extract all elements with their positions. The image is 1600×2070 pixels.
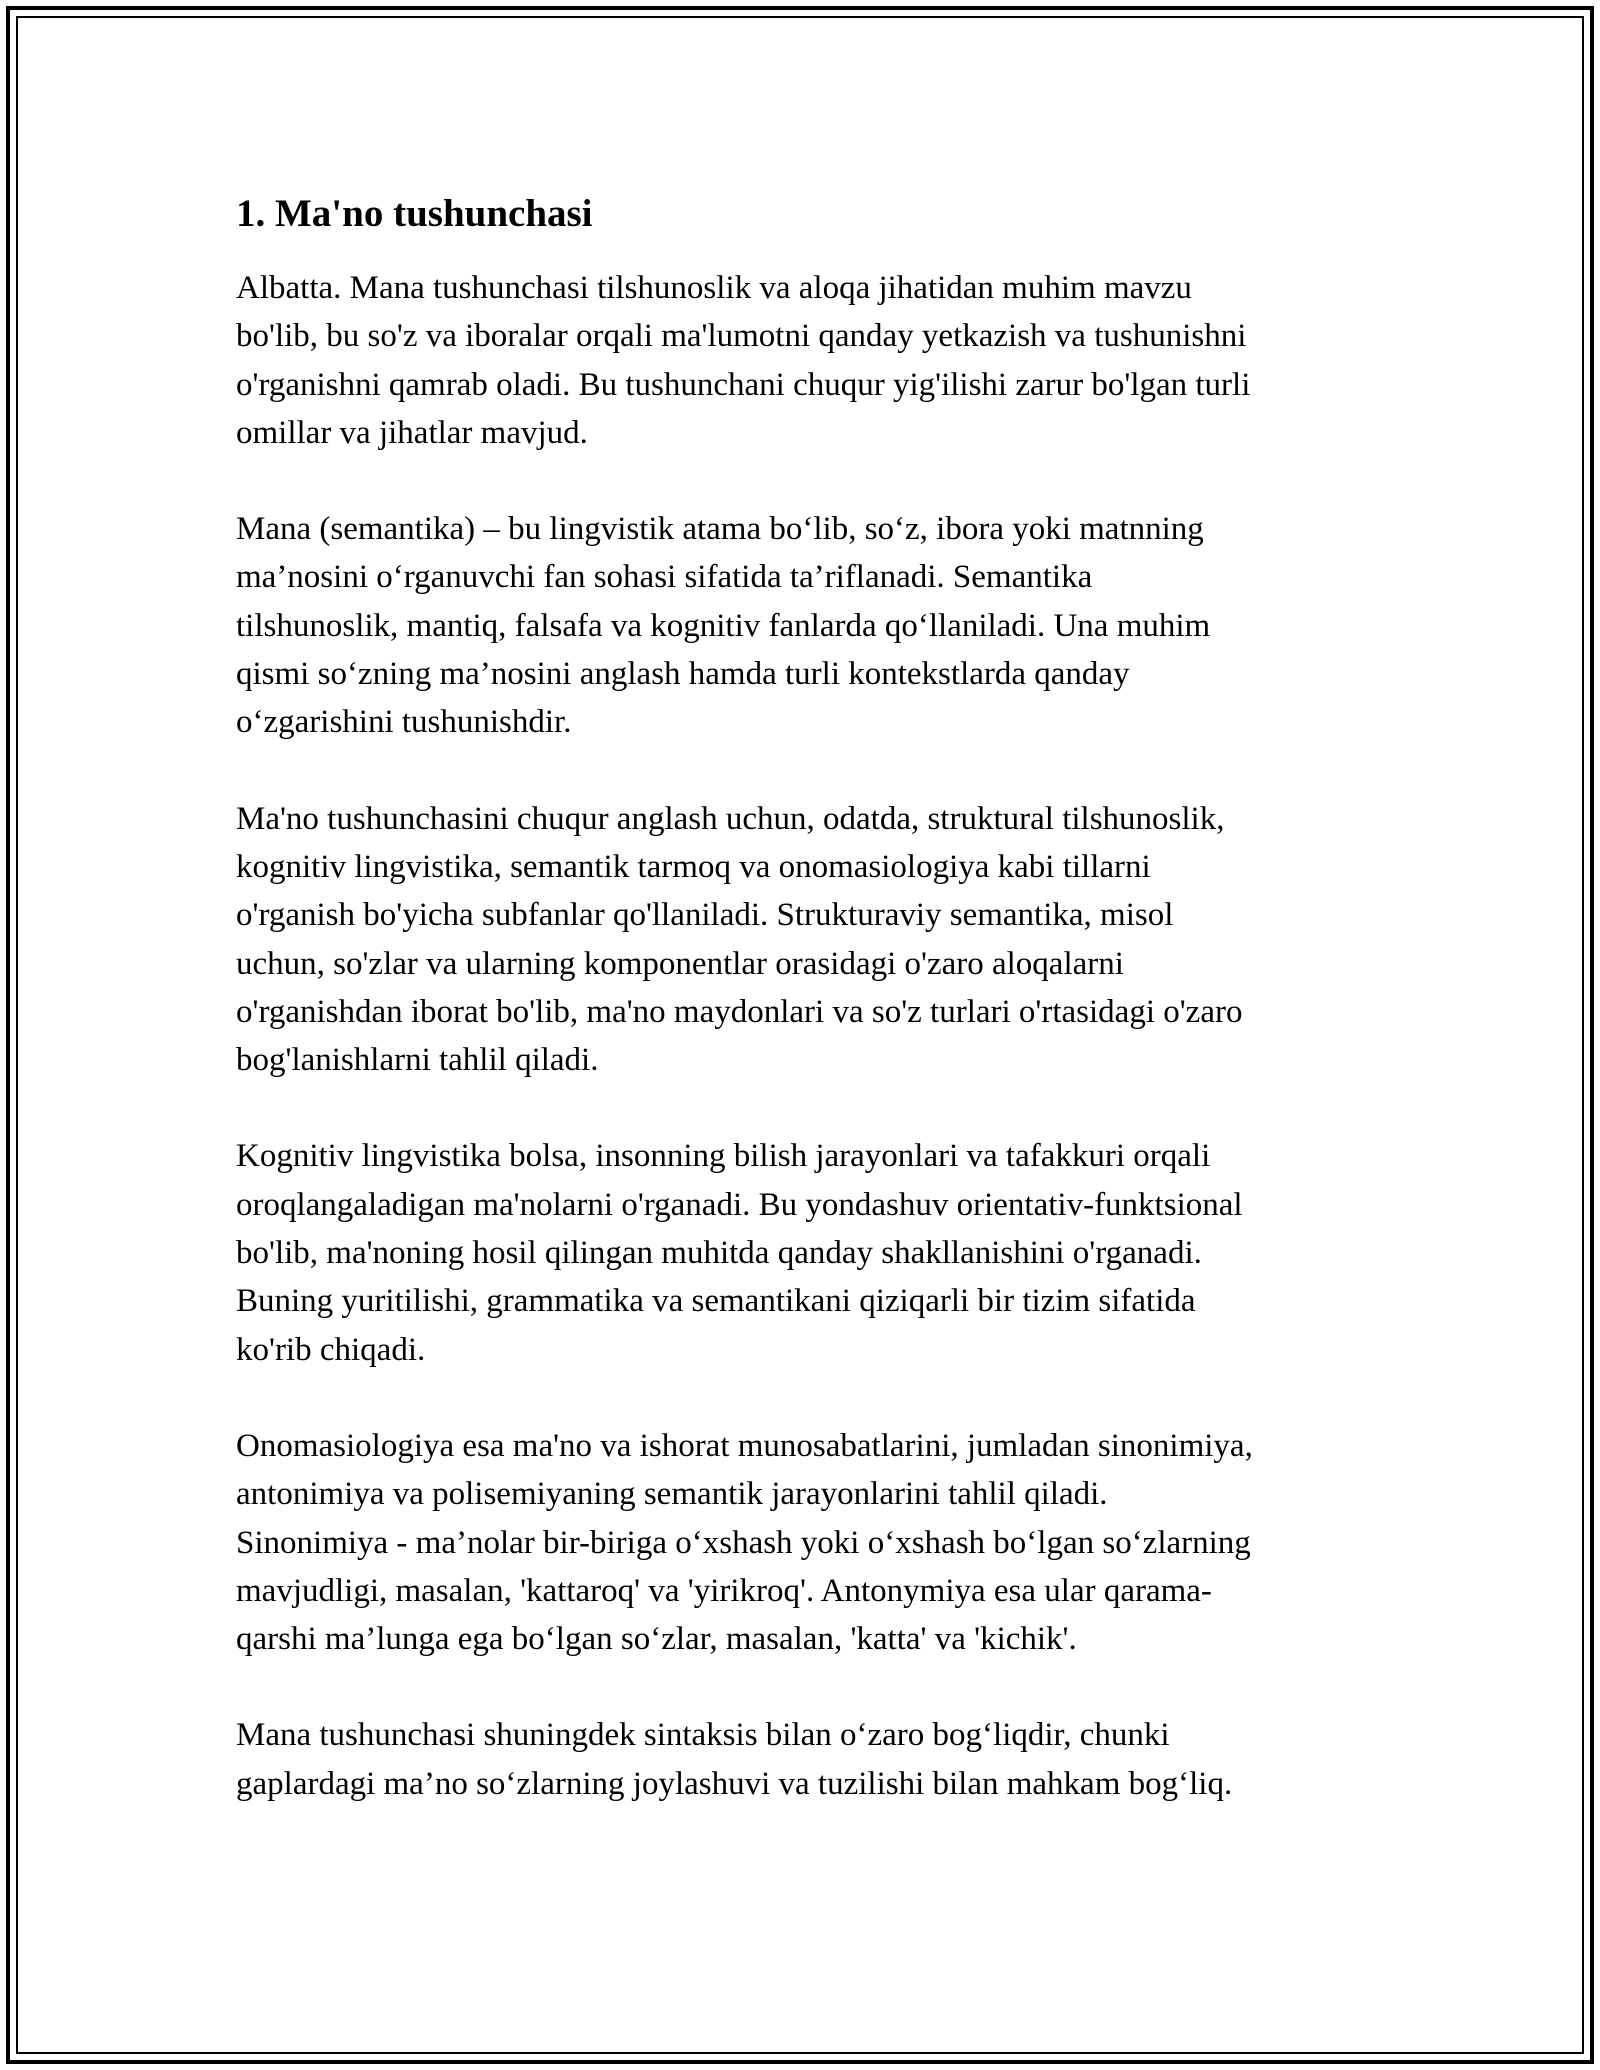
paragraph-6: Mana tushunchasi shuningdek sintaksis bilan o‘zaro bog‘liqdir, chunki gaplardagi ma’no so‘zlarning joylashuvi va tuzilishi bilan mahkam bog‘liq. bbox=[236, 1717, 1233, 1802]
paragraph-4: Kognitiv lingvistika bolsa, insonning bilish jarayonlari va tafakkuri orqali oroqlangaladigan ma'nolarni o'rganadi. Bu yondashuv orientativ-funktsional bo'lib, ma'noning hosil qilingan muhitda qanday shakllanishini o'rganadi. Buning yuritilishi, grammatika va semantikani qiziqarli bir tizim sifatida ko'rib chiqadi. bbox=[236, 1138, 1243, 1368]
paragraph-1: Albatta. Mana tushunchasi tilshunoslik va aloqa jihatidan muhim mavzu bo'lib, bu so'z va iboralar orqali ma'lumotni qanday yetkazish va tushunishni o'rganishni qamrab oladi. Bu tushunchani chuqur yig'ilishi zarur bo'lgan turli omillar va jihatlar mavjud. bbox=[236, 270, 1251, 451]
paragraph-3: Ma'no tushunchasini chuqur anglash uchun, odatda, struktural tilshunoslik, kognitiv lingvistika, semantik tarmoq va onomasiologiya kabi tillarni o'rganish bo'yicha subfanlar qo'llaniladi. Strukturaviy semantika, misol uchun, so'zlar va ularning komponentlar orasidagi o'zaro aloqalarni o'rganishdan iborat bo'lib, ma'no maydonlari va so'z turlari o'rtasidagi o'zaro bog'lanishlarni tahlil qiladi. bbox=[236, 800, 1243, 1079]
section-title: 1. Ma'no tushunchasi bbox=[236, 192, 593, 235]
document-body bbox=[236, 190, 1376, 1856]
paragraph-5: Onomasiologiya esa ma'no va ishorat munosabatlarini, jumladan sinonimiya, antonimiya va polisemiyaning semantik jarayonlarini tahlil qiladi. Sinonimiya - ma’nolar bir-biriga o‘xshash yoki o‘xshash bo‘lgan so‘zlarning mavjudligi, masalan, 'kattaroq' va 'yirikroq'. Antonymiya esa ular qarama- qarshi ma’lunga ega bo‘lgan so‘zlar, masalan, 'katta' va 'kichik'. bbox=[236, 1427, 1253, 1658]
paragraph-2: Mana (semantika) – bu lingvistik atama bo‘lib, so‘z, ibora yoki matnning ma’nosini o‘rganuvchi fan sohasi sifatida ta’riflanadi. Semantika tilshunoslik, mantiq, falsafa va kognitiv fanlarda qo‘llaniladi. Una muhim qismi so‘zning ma’nosini anglash hamda turli kontekstlarda qanday o‘zgarishini tushunishdir. bbox=[236, 511, 1211, 741]
